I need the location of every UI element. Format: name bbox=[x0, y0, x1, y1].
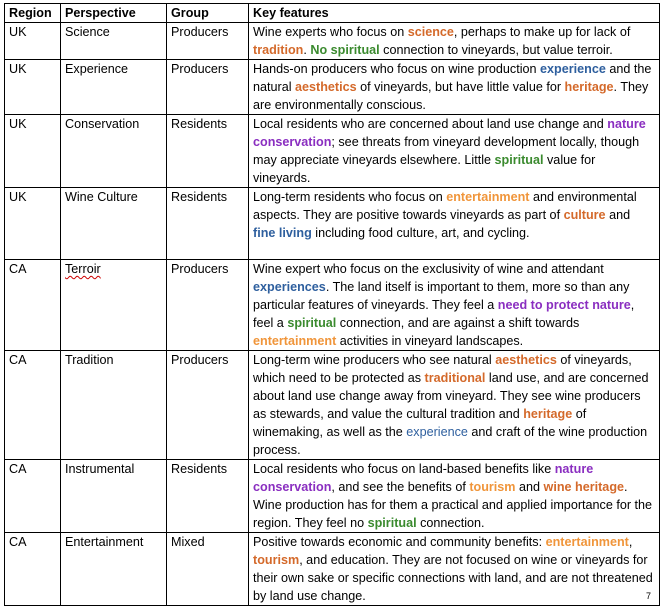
feature-text: Long-term residents who focus on bbox=[253, 190, 447, 204]
group-cell bbox=[167, 533, 249, 606]
group-cell bbox=[167, 23, 249, 60]
feature-text: Wine expert who focus on the exclusivity of wine and attendant bbox=[253, 262, 604, 276]
region-cell bbox=[5, 260, 61, 351]
group-cell bbox=[167, 188, 249, 260]
key-features-cell bbox=[249, 188, 660, 260]
keyword-purple: need to protect nature bbox=[497, 298, 631, 312]
perspective-cell bbox=[61, 60, 167, 115]
keyword-orange: aesthetics bbox=[295, 80, 357, 94]
feature-text: activities in vineyard landscapes. bbox=[336, 334, 524, 348]
perspective-text: Experience bbox=[65, 62, 129, 76]
table-row bbox=[5, 351, 660, 460]
keyword-purple: nature conservation bbox=[253, 117, 646, 149]
region-text: CA bbox=[9, 262, 27, 276]
keyword-green: spiritual bbox=[367, 516, 417, 530]
corner-mark: 7 bbox=[646, 591, 652, 601]
group-text: Producers bbox=[171, 62, 229, 76]
header-key-features: Key features bbox=[249, 4, 660, 23]
perspective-cell bbox=[61, 533, 167, 606]
key-features-cell bbox=[249, 460, 660, 533]
perspective-text: Science bbox=[65, 25, 110, 39]
keyword-orange: traditional bbox=[424, 371, 486, 385]
header-perspective: Perspective bbox=[61, 4, 167, 23]
feature-text: , feel a bbox=[253, 298, 635, 330]
table-header bbox=[5, 4, 660, 23]
perspectives-table bbox=[4, 3, 660, 606]
perspective-text: Tradition bbox=[65, 353, 114, 367]
feature-text: Hands-on producers who focus on wine production bbox=[253, 62, 541, 76]
feature-text: of vineyards, but have little value for bbox=[356, 80, 565, 94]
keyword-purple: nature conservation bbox=[253, 462, 594, 494]
feature-text: . bbox=[303, 43, 311, 57]
feature-text: ; see threats from vineyard development locally, though may appreciate vineyards elsewhere. Little bbox=[253, 135, 640, 167]
table-row bbox=[5, 533, 660, 606]
keyword-blue: experience bbox=[540, 62, 606, 76]
perspective-cell bbox=[61, 188, 167, 260]
region-cell bbox=[5, 60, 61, 115]
header-row bbox=[5, 4, 660, 23]
perspective-cell bbox=[61, 351, 167, 460]
feature-text: Wine experts who focus on bbox=[253, 25, 408, 39]
key-features-cell bbox=[249, 60, 660, 115]
group-text: Mixed bbox=[171, 535, 205, 549]
keyword-green: spiritual bbox=[287, 316, 337, 330]
feature-text: Long-term wine producers who see natural bbox=[253, 353, 496, 367]
region-cell bbox=[5, 115, 61, 188]
header-region: Region bbox=[5, 4, 61, 23]
keyword-green: spiritual bbox=[494, 153, 544, 167]
keyword-blue: experiences bbox=[253, 280, 326, 294]
keyword-orange: tradition bbox=[253, 43, 304, 57]
keyword-orange: heritage bbox=[523, 407, 573, 421]
region-text: UK bbox=[9, 62, 27, 76]
keyword-orange: aesthetics bbox=[495, 353, 557, 367]
feature-text: including food culture, art, and cycling. bbox=[311, 226, 530, 240]
perspective-text: Entertainment bbox=[65, 535, 144, 549]
group-text: Producers bbox=[171, 25, 229, 39]
region-cell bbox=[5, 460, 61, 533]
feature-text: and bbox=[515, 480, 544, 494]
features-table-container bbox=[4, 3, 660, 606]
feature-text: . The land itself is important to them, more so than any particular features of vineyards. They feel a bbox=[253, 280, 630, 312]
feature-text: and environmental aspects. They are positive towards vineyards as part of bbox=[253, 190, 637, 222]
header-group: Group bbox=[167, 4, 249, 23]
feature-text: Positive towards economic and community benefits: bbox=[253, 535, 546, 549]
table-row bbox=[5, 188, 660, 260]
feature-text: connection. bbox=[416, 516, 485, 530]
feature-text: of vineyards, which need to be protected as bbox=[253, 353, 632, 385]
region-cell bbox=[5, 188, 61, 260]
feature-text: . They are environmentally conscious. bbox=[253, 80, 649, 112]
table-row bbox=[5, 460, 660, 533]
region-text: UK bbox=[9, 117, 27, 131]
key-features-cell bbox=[249, 260, 660, 351]
keyword-orange: tourism bbox=[253, 553, 300, 567]
group-text: Residents bbox=[171, 190, 228, 204]
region-cell bbox=[5, 351, 61, 460]
group-cell bbox=[167, 351, 249, 460]
region-cell bbox=[5, 533, 61, 606]
group-text: Producers bbox=[171, 262, 229, 276]
keyword-lightorange: entertainment bbox=[446, 190, 530, 204]
feature-text: Local residents who are concerned about land use change and bbox=[253, 117, 608, 131]
table-row bbox=[5, 115, 660, 188]
feature-text: , perhaps to make up for lack of bbox=[453, 25, 631, 39]
table-row bbox=[5, 60, 660, 115]
key-features-cell bbox=[249, 351, 660, 460]
feature-text: Local residents who focus on land-based benefits like bbox=[253, 462, 555, 476]
table-body bbox=[5, 23, 660, 606]
keyword-orange: wine heritage bbox=[543, 480, 625, 494]
keyword-lightorange: tourism bbox=[469, 480, 516, 494]
group-cell bbox=[167, 460, 249, 533]
feature-text: land use, and are concerned about land use change away from vineyard. They see wine producers as stewards, and value the cultural tradition and bbox=[253, 371, 649, 421]
region-cell bbox=[5, 23, 61, 60]
keyword-lightorange: entertainment bbox=[253, 334, 337, 348]
region-text: CA bbox=[9, 353, 27, 367]
region-text: CA bbox=[9, 535, 27, 549]
perspective-text: Instrumental bbox=[65, 462, 135, 476]
key-features-cell bbox=[249, 115, 660, 188]
group-cell bbox=[167, 260, 249, 351]
feature-text: , and education. They are not focused on wine or vineyards for their own sake or specific connections with land, and are not threatened by land use change. bbox=[253, 553, 653, 603]
feature-text: , and see the benefits of bbox=[331, 480, 470, 494]
feature-text: . Wine production has for them a practical and applied importance for the region. They feel no bbox=[253, 480, 653, 530]
region-text: UK bbox=[9, 25, 27, 39]
perspective-cell bbox=[61, 460, 167, 533]
keyword-orange: culture bbox=[563, 208, 606, 222]
feature-text: and bbox=[605, 208, 631, 222]
group-text: Residents bbox=[171, 462, 228, 476]
key-features-cell bbox=[249, 533, 660, 606]
keyword-lightorange: entertainment bbox=[545, 535, 629, 549]
feature-text: and the natural bbox=[253, 62, 652, 94]
table-row bbox=[5, 23, 660, 60]
group-cell bbox=[167, 115, 249, 188]
region-text: CA bbox=[9, 462, 27, 476]
feature-text: connection to vineyards, but value terroir. bbox=[379, 43, 613, 57]
keyword-orange: science bbox=[407, 25, 454, 39]
keyword-blue-plain: experience bbox=[406, 425, 468, 439]
region-text: UK bbox=[9, 190, 27, 204]
perspective-cell bbox=[61, 115, 167, 188]
group-text: Residents bbox=[171, 117, 228, 131]
feature-text: of winemaking, as well as the bbox=[253, 407, 587, 439]
table-row bbox=[5, 260, 660, 351]
keyword-orange: heritage bbox=[564, 80, 614, 94]
feature-text: , bbox=[628, 535, 633, 549]
group-cell bbox=[167, 60, 249, 115]
perspective-cell bbox=[61, 260, 167, 351]
perspective-cell bbox=[61, 23, 167, 60]
keyword-blue: fine living bbox=[253, 226, 312, 240]
perspective-text: Terroir bbox=[65, 262, 101, 276]
keyword-green: No spiritual bbox=[310, 43, 380, 57]
key-features-cell bbox=[249, 23, 660, 60]
group-text: Producers bbox=[171, 353, 229, 367]
feature-text: connection, and are against a shift towards bbox=[336, 316, 580, 330]
feature-text: value for vineyards. bbox=[253, 153, 596, 185]
feature-text: and craft of the wine production process. bbox=[253, 425, 648, 457]
perspective-text: Conservation bbox=[65, 117, 140, 131]
perspective-text: Wine Culture bbox=[65, 190, 138, 204]
